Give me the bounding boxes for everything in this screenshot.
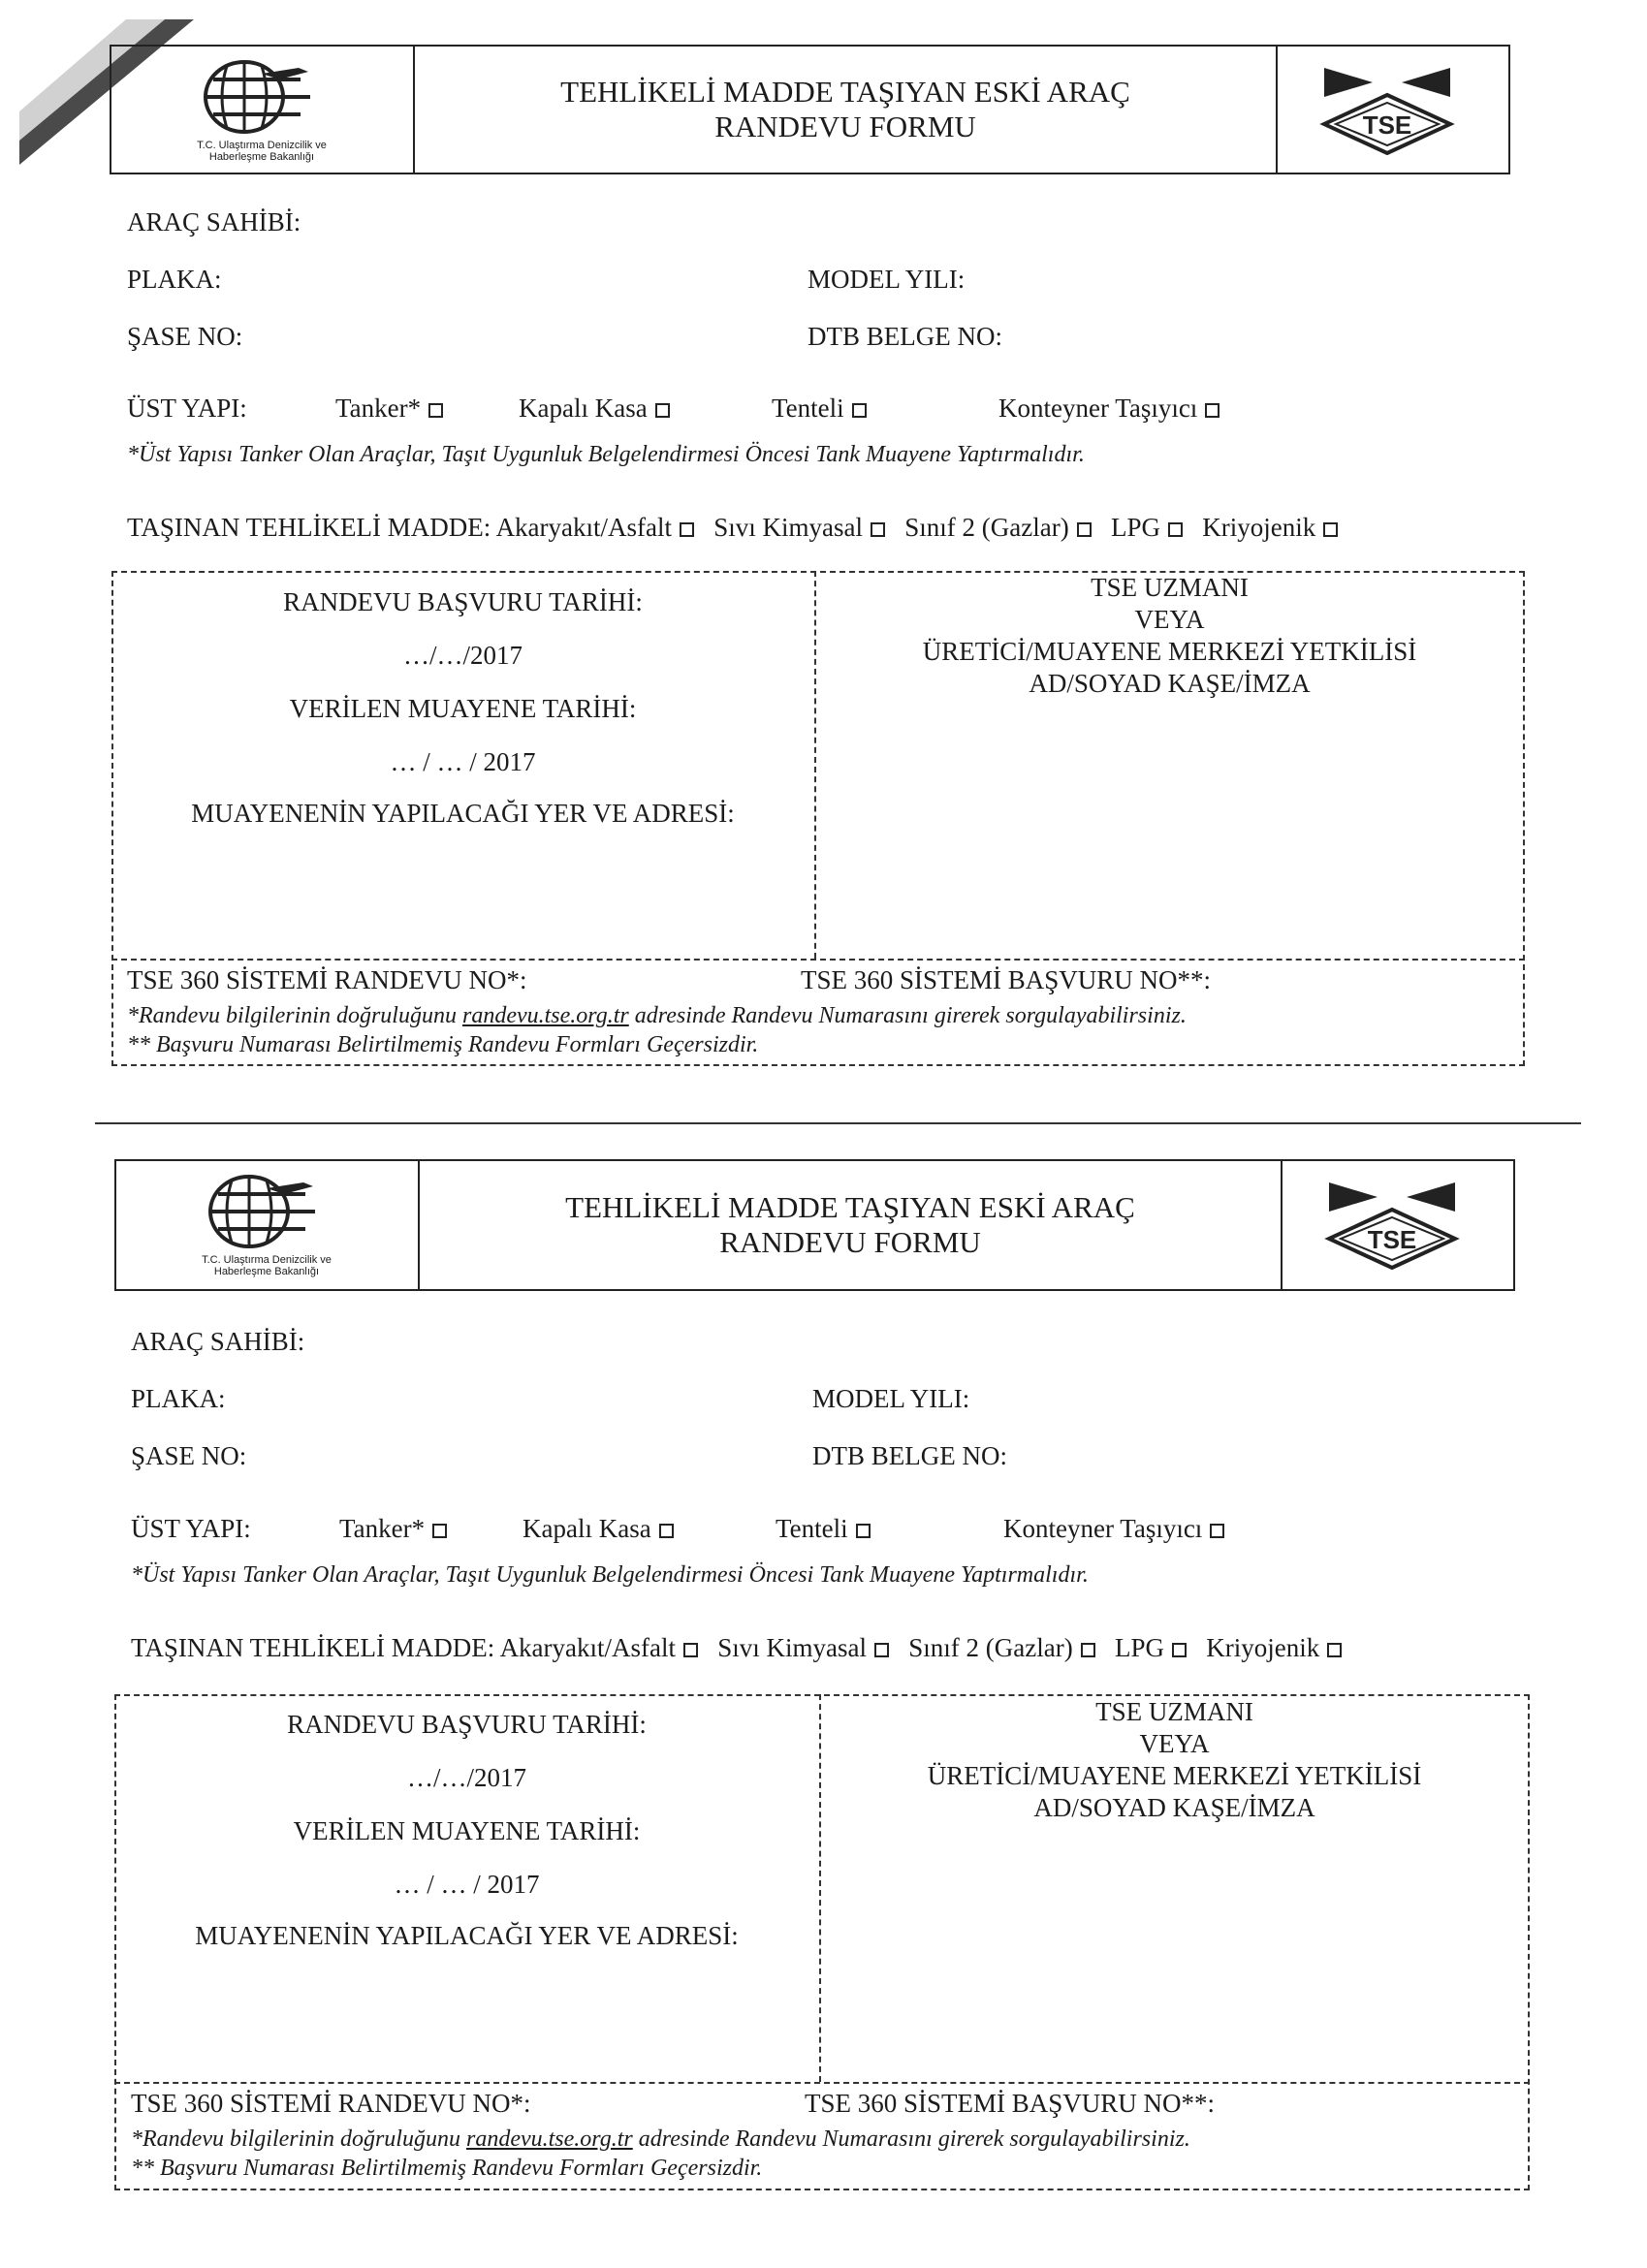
ust-yapi-label: ÜST YAPI: — [127, 394, 247, 423]
tanker-note: *Üst Yapısı Tanker Olan Araçlar, Taşıt Uygunluk Belgelendirmesi Öncesi Tank Muayene Yaptırmalıdır. — [127, 442, 1085, 467]
form-title — [415, 47, 1276, 173]
option-kapali-kasa-label: Kapalı Kasa — [523, 1514, 651, 1543]
option-lpg[interactable] — [1111, 513, 1183, 542]
akaryakit-checkbox[interactable] — [683, 1643, 698, 1657]
option-kriyojenik[interactable] — [1206, 1633, 1342, 1662]
option-kapali-kasa-label: Kapalı Kasa — [519, 394, 648, 423]
sivi-kimyasal-checkbox[interactable] — [874, 1643, 889, 1657]
option-kriyojenik-label: Kriyojenik — [1206, 1633, 1320, 1662]
option-kapali-kasa[interactable] — [519, 393, 670, 424]
option-tenteli-label: Tenteli — [772, 394, 844, 423]
sistem-basvuru-no-label: TSE 360 SİSTEMİ BAŞVURU NO**: — [801, 965, 1212, 994]
randevu-basvuru-tarihi-label: RANDEVU BAŞVURU TARİHİ: — [287, 1710, 647, 1739]
title-line2: RANDEVU FORMU — [714, 110, 976, 143]
veya-label: VEYA — [1134, 605, 1205, 634]
basvuru-date[interactable]: …/…/2017 — [406, 1763, 526, 1792]
sistem-randevu-no-label: TSE 360 SİSTEMİ RANDEVU NO*: — [127, 965, 527, 994]
option-tanker[interactable] — [339, 1513, 447, 1544]
option-tenteli-label: Tenteli — [776, 1514, 848, 1543]
footnote-1 — [131, 2125, 1190, 2154]
title-line1: TEHLİKELİ MADDE TAŞIYAN ESKİ ARAÇ — [560, 75, 1130, 109]
tenteli-checkbox[interactable] — [852, 403, 867, 418]
tenteli-checkbox[interactable] — [856, 1524, 871, 1538]
sinif2-checkbox[interactable] — [1077, 522, 1092, 537]
arac-sahibi-label: ARAÇ SAHİBİ: — [127, 207, 301, 236]
appointment-box-bottom-rule — [114, 2082, 1530, 2084]
muayene-yeri-label: MUAYENENİN YAPILACAĞI YER VE ADRESİ: — [195, 1921, 739, 1950]
option-sinif2-label: Sınıf 2 (Gazlar) — [904, 513, 1069, 542]
tse-logo-cell — [1276, 47, 1508, 173]
option-konteyner-label: Konteyner Taşıyıcı — [1003, 1514, 1203, 1543]
sistem-randevu-no-label: TSE 360 SİSTEMİ RANDEVU NO*: — [131, 2089, 531, 2118]
option-akaryakit[interactable] — [496, 513, 694, 542]
option-akaryakit-label: Akaryakıt/Asfalt — [499, 1633, 677, 1662]
option-tanker-label: Tanker* — [335, 394, 422, 423]
arac-sahibi-label: ARAÇ SAHİBİ: — [131, 1327, 305, 1356]
option-sivi-kimyasal-label: Sıvı Kimyasal — [713, 513, 864, 542]
lpg-checkbox[interactable] — [1168, 522, 1183, 537]
option-tenteli[interactable] — [776, 1513, 871, 1544]
akaryakit-checkbox[interactable] — [680, 522, 694, 537]
ministry-name-line1: T.C. Ulaştırma Denizcilik ve — [202, 1254, 332, 1266]
appointment-form-2 — [0, 1122, 1647, 2227]
randevu-link[interactable]: randevu.tse.org.tr — [461, 1003, 629, 1028]
verilen-muayene-tarihi-label: VERİLEN MUAYENE TARİHİ: — [289, 694, 637, 723]
footnote-2: ** Başvuru Numarası Belirtilmemiş Randevu Formları Geçersizdir. — [127, 1032, 759, 1057]
tse-logo-text: TSE — [1367, 1225, 1417, 1254]
tse-uzmani-label: TSE UZMANI — [1091, 573, 1249, 602]
option-konteyner[interactable] — [998, 393, 1219, 424]
ministry-name — [170, 140, 354, 163]
form-header — [110, 45, 1510, 174]
ministry-logo-cell — [116, 1161, 420, 1289]
kriyojenik-checkbox[interactable] — [1323, 522, 1338, 537]
ad-soyad-label: AD/SOYAD KAŞE/İMZA — [1029, 669, 1311, 698]
option-kriyojenik-label: Kriyojenik — [1202, 513, 1316, 542]
footnote-1-prefix: *Randevu bilgilerinin doğruluğunu — [131, 2126, 460, 2152]
footnote-2: ** Başvuru Numarası Belirtilmemiş Randevu Formları Geçersizdir. — [131, 2156, 763, 2181]
option-sinif2[interactable] — [904, 513, 1091, 542]
sase-no-label: ŞASE NO: — [131, 1441, 247, 1470]
tanker-note: *Üst Yapısı Tanker Olan Araçlar, Taşıt Uygunluk Belgelendirmesi Öncesi Tank Muayene Yaptırmalıdır. — [131, 1562, 1089, 1588]
tasinan-madde-label: TAŞINAN TEHLİKELİ MADDE: — [131, 1633, 495, 1662]
form-header — [114, 1159, 1515, 1291]
option-lpg-label: LPG — [1114, 1633, 1164, 1662]
option-konteyner-label: Konteyner Taşıyıcı — [998, 394, 1198, 423]
option-akaryakit-label: Akaryakıt/Asfalt — [495, 513, 673, 542]
tasinan-madde-row — [131, 1632, 1342, 1663]
option-tanker-label: Tanker* — [339, 1514, 426, 1543]
option-kapali-kasa[interactable] — [523, 1513, 674, 1544]
appointment-box-bottom-rule — [111, 959, 1525, 961]
tanker-checkbox[interactable] — [432, 1524, 447, 1538]
randevu-link[interactable]: randevu.tse.org.tr — [465, 2126, 633, 2152]
option-konteyner[interactable] — [1003, 1513, 1224, 1544]
tse-logo-icon — [1319, 1173, 1465, 1270]
muayene-date[interactable]: … / … / 2017 — [390, 747, 536, 776]
option-sivi-kimyasal[interactable] — [717, 1633, 889, 1662]
title-line1: TEHLİKELİ MADDE TAŞIYAN ESKİ ARAÇ — [565, 1190, 1135, 1224]
ministry-name-line1: T.C. Ulaştırma Denizcilik ve — [197, 140, 327, 151]
tse-logo-icon — [1314, 58, 1460, 155]
model-yili-label: MODEL YILI: — [808, 265, 966, 294]
sivi-kimyasal-checkbox[interactable] — [871, 522, 885, 537]
ministry-globe-logo-icon — [194, 50, 330, 140]
konteyner-checkbox[interactable] — [1210, 1524, 1224, 1538]
ministry-logo-cell — [111, 47, 415, 173]
ad-soyad-label: AD/SOYAD KAŞE/İMZA — [1033, 1793, 1315, 1822]
tasinan-madde-label: TAŞINAN TEHLİKELİ MADDE: — [127, 513, 491, 542]
basvuru-date[interactable]: …/…/2017 — [402, 641, 523, 670]
verilen-muayene-tarihi-label: VERİLEN MUAYENE TARİHİ: — [293, 1816, 641, 1845]
kapali-kasa-checkbox[interactable] — [659, 1524, 674, 1538]
uretici-yetkilisi-label: ÜRETİCİ/MUAYENE MERKEZİ YETKİLİSİ — [927, 1761, 1422, 1790]
sinif2-checkbox[interactable] — [1081, 1643, 1095, 1657]
model-yili-label: MODEL YILI: — [812, 1384, 970, 1413]
option-tenteli[interactable] — [772, 393, 867, 424]
appointment-form-1 — [0, 0, 1647, 1105]
tanker-checkbox[interactable] — [428, 403, 443, 418]
footnote-1-suffix: adresinde Randevu Numarasını girerek sorgulayabilirsiniz. — [638, 2126, 1190, 2152]
option-sivi-kimyasal-label: Sıvı Kimyasal — [717, 1633, 868, 1662]
option-sinif2-label: Sınıf 2 (Gazlar) — [908, 1633, 1073, 1662]
footnote-1 — [127, 1001, 1187, 1030]
plaka-label: PLAKA: — [127, 265, 222, 294]
footnote-1-suffix: adresinde Randevu Numarasını girerek sorgulayabilirsiniz. — [634, 1003, 1187, 1028]
ministry-name-line2: Haberleşme Bakanlığı — [213, 1266, 320, 1277]
konteyner-checkbox[interactable] — [1205, 403, 1219, 418]
option-sivi-kimyasal[interactable] — [713, 513, 885, 542]
tse-logo-text: TSE — [1362, 110, 1412, 140]
sase-no-label: ŞASE NO: — [127, 322, 243, 351]
veya-label: VEYA — [1139, 1729, 1210, 1758]
plaka-label: PLAKA: — [131, 1384, 226, 1413]
ust-yapi-label: ÜST YAPI: — [131, 1514, 251, 1543]
lpg-checkbox[interactable] — [1172, 1643, 1187, 1657]
tse-uzmani-label: TSE UZMANI — [1095, 1697, 1253, 1726]
option-lpg-label: LPG — [1110, 513, 1160, 542]
ministry-name-line2: Haberleşme Bakanlığı — [208, 151, 315, 163]
kapali-kasa-checkbox[interactable] — [655, 403, 670, 418]
option-sinif2[interactable] — [908, 1633, 1094, 1662]
sistem-basvuru-no-label: TSE 360 SİSTEMİ BAŞVURU NO**: — [805, 2089, 1216, 2118]
option-lpg[interactable] — [1115, 1633, 1187, 1662]
tse-logo-cell — [1281, 1161, 1513, 1289]
form-title — [420, 1161, 1281, 1289]
kriyojenik-checkbox[interactable] — [1327, 1643, 1342, 1657]
tasinan-madde-row — [127, 512, 1338, 543]
title-line2: RANDEVU FORMU — [719, 1225, 981, 1259]
muayene-yeri-label: MUAYENENİN YAPILACAĞI YER VE ADRESİ: — [191, 799, 735, 828]
footnote-1-prefix: *Randevu bilgilerinin doğruluğunu — [127, 1003, 457, 1028]
ministry-globe-logo-icon — [199, 1165, 334, 1254]
uretici-yetkilisi-label: ÜRETİCİ/MUAYENE MERKEZİ YETKİLİSİ — [922, 637, 1417, 666]
randevu-basvuru-tarihi-label: RANDEVU BAŞVURU TARİHİ: — [283, 587, 643, 616]
dtb-belge-no-label: DTB BELGE NO: — [812, 1441, 1007, 1470]
option-kriyojenik[interactable] — [1202, 513, 1338, 542]
option-tanker[interactable] — [335, 393, 443, 424]
ministry-name — [174, 1254, 359, 1277]
muayene-date[interactable]: … / … / 2017 — [394, 1870, 540, 1899]
dtb-belge-no-label: DTB BELGE NO: — [808, 322, 1002, 351]
option-akaryakit[interactable] — [500, 1633, 698, 1662]
